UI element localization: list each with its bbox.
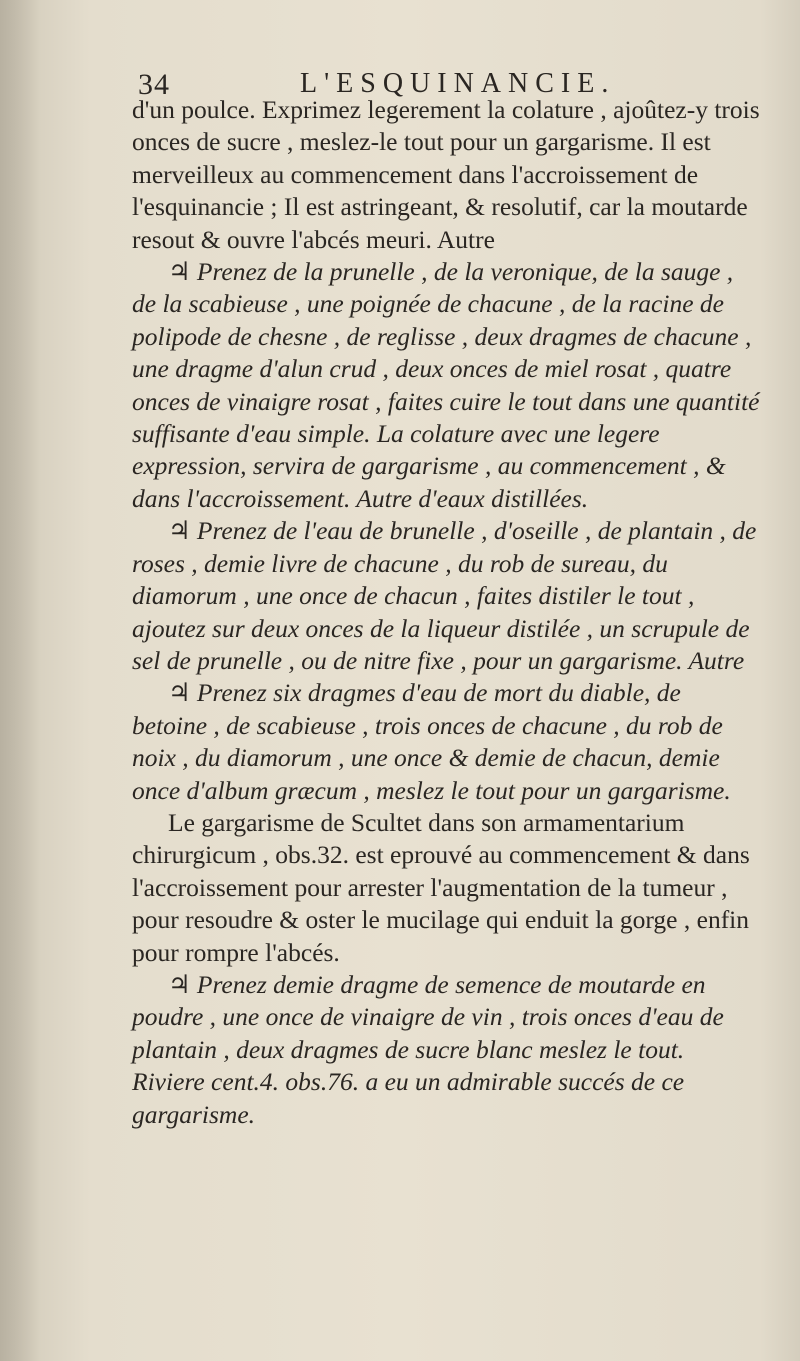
recipe-symbol: ♃: [168, 257, 191, 287]
paragraph-1: d'un poulce. Exprimez legerement la colature , ajoûtez-y trois onces de sucre , meslez-le tout pour un gargarisme. Il est merveilleux au commencement dans l'accroissement de l'esquinancie ; Il est astringeant, & resolutif, car la moutarde resout & ouvre l'abcés meuri. Autre: [132, 95, 760, 254]
body-text: [132, 94, 762, 1131]
paragraph-3-text: Prenez de l'eau de brunelle , d'oseille , de plantain , de roses , demie livre de chacune , du rob de sureau, du diamorum , une once de chacun , faites distiler le tout , ajoutez sur deux onces de la liqueur distilée , un scrupule de sel de prunelle , ou de nitre fixe , pour un gargarisme. Autre: [132, 516, 757, 675]
page-number: 34: [138, 68, 170, 101]
paragraph-6: [132, 969, 762, 1131]
paragraph-6-text: Prenez demie dragme de semence de moutarde en poudre , une once de vinaigre de vin , trois onces d'eau de plantain , deux dragmes de sucre blanc meslez le tout. Riviere cent.4. obs.76. a eu un admirable succés de ce gargarisme.: [132, 969, 724, 1129]
paragraph-4: [132, 677, 762, 807]
recipe-symbol: ♃: [168, 678, 191, 708]
running-head: L'ESQUINANCIE.: [300, 68, 616, 99]
recipe-symbol: ♃: [168, 516, 191, 546]
paragraph-2: [132, 256, 762, 515]
paragraph-4-text: Prenez six dragmes d'eau de mort du diable, de betoine , de scabieuse , trois onces de chacune , du rob de noix , du diamorum , une once & demie de chacun, demie once d'album græcum , meslez le tout pour un gargarisme.: [132, 678, 731, 805]
recipe-symbol: ♃: [168, 969, 191, 999]
page-header: [138, 58, 658, 101]
paragraph-5: Le gargarisme de Scultet dans son armamentarium chirurgicum , obs.32. est eprouvé au commencement & dans l'accroissement pour arrester l'augmentation de la tumeur , pour resoudre & oster le mucilage qui enduit la gorge , enfin pour rompre l'abcés.: [132, 807, 750, 967]
paragraph-3: [132, 515, 762, 677]
binding-shadow: [0, 0, 40, 1361]
paragraph-2-text: Prenez de la prunelle , de la veronique, de la sauge , de la scabieuse , une poignée de chacune , de la racine de polipode de chesne , de reglisse , deux dragmes de chacune , une dragme d'alun crud , deux onces de miel rosat , quatre onces de vinaigre rosat , faites cuire le tout dans une quantité suffisante d'eau simple. La colature avec une legere expression, servira de gargarisme , au commencement , & dans l'accroissement. Autre d'eaux distillées.: [132, 257, 760, 513]
